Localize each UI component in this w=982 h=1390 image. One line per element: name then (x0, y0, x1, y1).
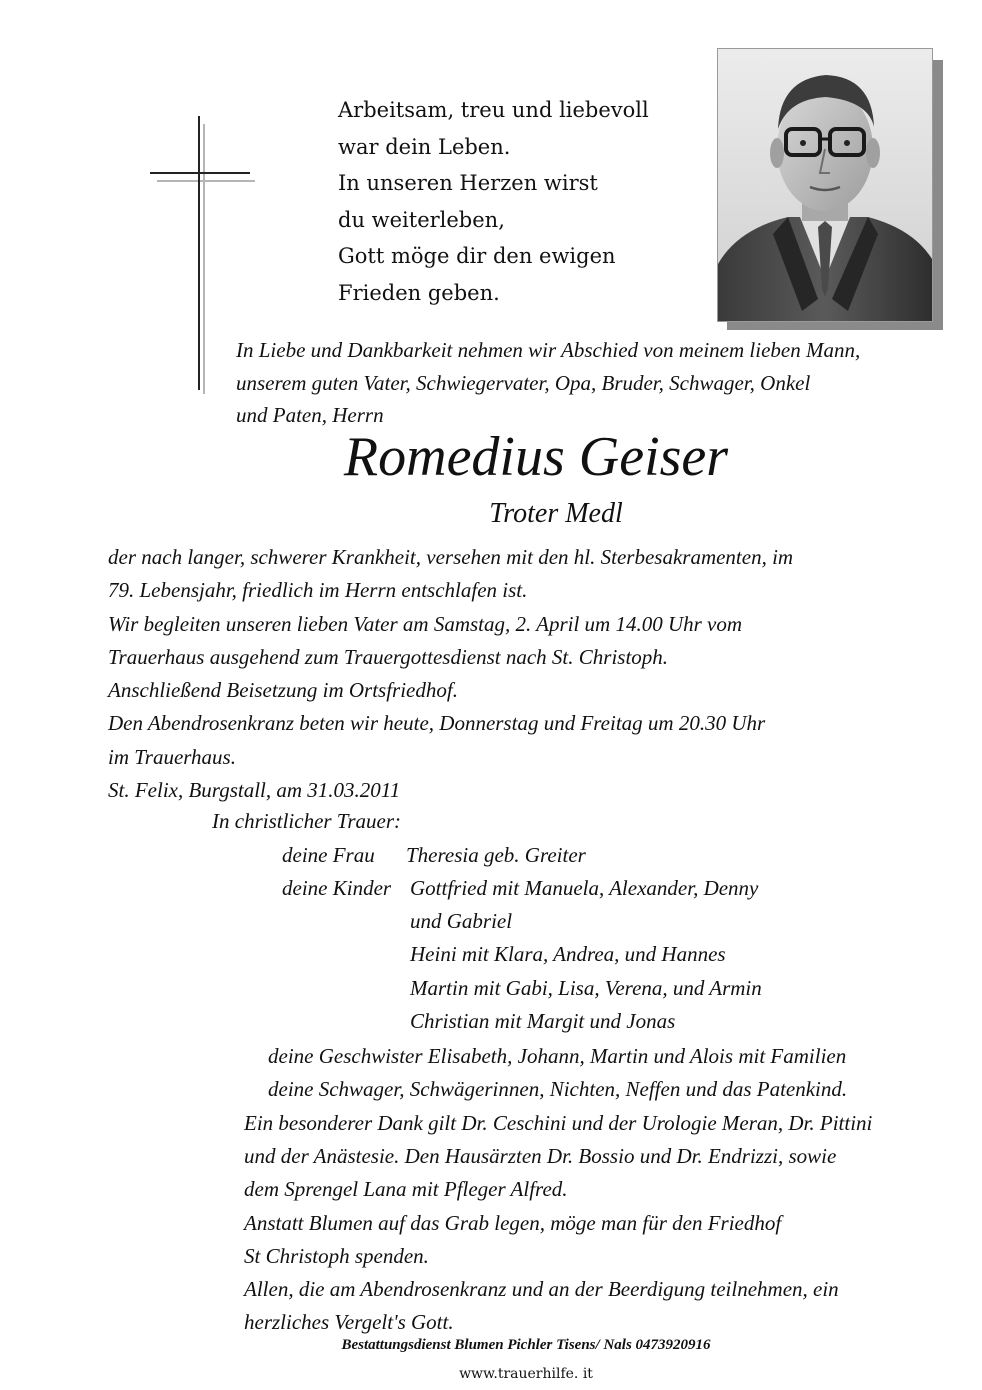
place-date: St. Felix, Burgstall, am 31.03.2011 (108, 778, 401, 803)
wife-label: deine Frau (282, 843, 375, 867)
others-line: deine Schwager, Schwägerinnen, Nichten, Neffen und das Patenkind. (268, 1077, 848, 1101)
portrait-photo (717, 48, 933, 322)
children-label: deine Kinder (282, 876, 392, 900)
main-line: Anschließend Beisetzung im Ortsfriedhof. (108, 678, 458, 703)
child-family: Martin mit Gabi, Lisa, Verena, und Armin (410, 975, 762, 1000)
child-family: Gottfried mit Manuela, Alexander, Denny (410, 876, 759, 900)
thanks-line: und der Anästesie. Den Hausärzten Dr. Bossio und Dr. Endrizzi, sowie (244, 1144, 837, 1169)
website-link[interactable]: www.trauerhilfe. it (459, 1366, 593, 1382)
poem-line: Frieden geben. (338, 280, 500, 305)
thanks-line: Ein besonderer Dank gilt Dr. Ceschini und der Urologie Meran, Dr. Pittini (244, 1111, 873, 1135)
siblings-line: deine Geschwister Elisabeth, Johann, Martin und Alois mit Familien (268, 1044, 847, 1068)
poem-line: Arbeitsam, treu und liebevoll (338, 98, 649, 122)
thanks-text (244, 1107, 872, 1339)
intro-line: und Paten, Herrn (236, 403, 384, 427)
main-line: im Trauerhaus. (108, 744, 236, 769)
child-family: und Gabriel (410, 909, 513, 934)
cross-vertical-shadow (203, 124, 205, 394)
poem-line: In unseren Herzen wirst (338, 171, 598, 195)
intro-text (236, 334, 860, 432)
poem-line: war dein Leben. (338, 134, 511, 159)
thanks-line: Anstatt Blumen auf das Grab legen, möge man für den Friedhof (244, 1210, 782, 1235)
mourning-intro: In christlicher Trauer: (212, 809, 401, 833)
wife-name: Theresia geb. Greiter (406, 843, 586, 867)
portrait-illustration (718, 49, 932, 321)
thanks-line: dem Sprengel Lana mit Pfleger Alfred. (244, 1177, 568, 1202)
child-family: Christian mit Margit und Jonas (410, 1008, 676, 1033)
cross-horizontal-bar (150, 172, 250, 174)
main-text (108, 541, 793, 807)
main-line: 79. Lebensjahr, friedlich im Herrn entschlafen ist. (108, 578, 528, 603)
cross-vertical-bar (198, 116, 200, 390)
children-list (410, 872, 762, 1038)
thanks-line: St Christoph spenden. (244, 1243, 429, 1268)
deceased-nickname: Troter Medl (489, 498, 623, 529)
poem (338, 92, 658, 311)
main-line: Wir begleiten unseren lieben Vater am Samstag, 2. April um 14.00 Uhr vom (108, 611, 743, 636)
main-line: Trauerhaus ausgehend zum Trauergottesdienst nach St. Christoph. (108, 644, 669, 669)
thanks-line: herzliches Vergelt's Gott. (244, 1310, 454, 1335)
cross-horizontal-shadow (157, 180, 255, 182)
funeral-service-footer: Bestattungsdienst Blumen Pichler Tisens/ Nals 0473920916 (341, 1337, 711, 1353)
deceased-name: Romedius Geiser (343, 426, 729, 488)
main-line: der nach langer, schwerer Krankheit, versehen mit den hl. Sterbesakramenten, im (108, 545, 794, 569)
intro-line: unserem guten Vater, Schwiegervater, Opa, Bruder, Schwager, Onkel (236, 370, 811, 395)
poem-line: Gott möge dir den ewigen (338, 244, 616, 268)
child-family: Heini mit Klara, Andrea, und Hannes (410, 942, 726, 967)
main-line: Den Abendrosenkranz beten wir heute, Donnerstag und Freitag um 20.30 Uhr (108, 711, 766, 736)
thanks-line: Allen, die am Abendrosenkranz und an der Beerdigung teilnehmen, ein (244, 1277, 839, 1302)
poem-line: du weiterleben, (338, 207, 505, 232)
intro-line: In Liebe und Dankbarkeit nehmen wir Abschied von meinem lieben Mann, (236, 338, 861, 362)
